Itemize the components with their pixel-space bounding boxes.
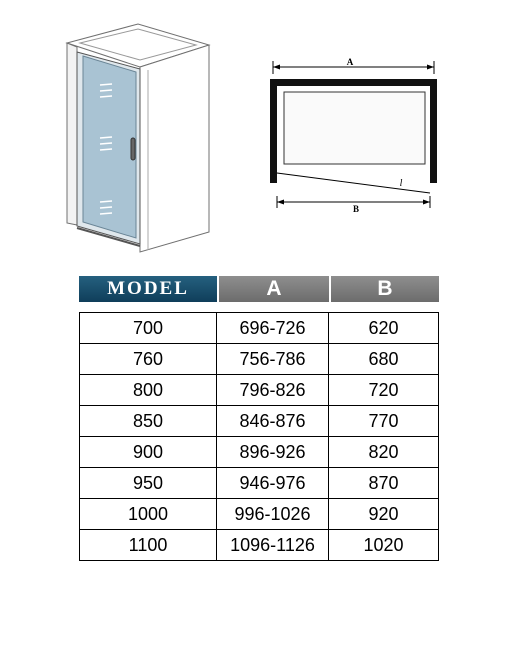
- cell-b: 720: [329, 375, 439, 406]
- plan-glass-inner: [284, 92, 425, 164]
- table-row: [79, 437, 439, 468]
- header-model: MODEL: [79, 276, 217, 302]
- dim-a-arrow-left: [273, 65, 280, 70]
- table-row: [79, 530, 439, 561]
- header-a: A: [217, 276, 329, 302]
- cell-b: 920: [329, 499, 439, 530]
- dim-b-arrow-right: [423, 200, 430, 205]
- enclosure-right-wall: [140, 45, 209, 252]
- cell-a: 1096-1126: [217, 530, 329, 561]
- cell-a: 796-826: [217, 375, 329, 406]
- table-row: [79, 344, 439, 375]
- enclosure-left-wall: [67, 43, 77, 225]
- dim-l-label: l: [399, 178, 403, 189]
- table-row: [79, 312, 439, 344]
- door-glass-panel: [83, 56, 136, 238]
- table-row: [79, 406, 439, 437]
- cell-a: 996-1026: [217, 499, 329, 530]
- cell-model: 760: [79, 344, 217, 375]
- table-header-row: [79, 276, 439, 302]
- cell-a: 846-876: [217, 406, 329, 437]
- cell-model: 1100: [79, 530, 217, 561]
- cell-b: 680: [329, 344, 439, 375]
- dim-b-arrow-left: [277, 200, 284, 205]
- cell-a: 896-926: [217, 437, 329, 468]
- cell-model: 950: [79, 468, 217, 499]
- dim-a-arrow-right: [427, 65, 434, 70]
- cell-a: 696-726: [217, 312, 329, 344]
- plan-view-diagram: [270, 57, 437, 214]
- door-handle: [131, 138, 135, 160]
- cell-model: 900: [79, 437, 217, 468]
- cell-b: 770: [329, 406, 439, 437]
- cell-model: 850: [79, 406, 217, 437]
- table-row: [79, 468, 439, 499]
- cell-a: 756-786: [217, 344, 329, 375]
- table-row: [79, 499, 439, 530]
- shower-enclosure-illustration: [67, 24, 209, 252]
- drawing-canvas: [0, 0, 513, 270]
- cell-model: 1000: [79, 499, 217, 530]
- door-swing-line: [277, 173, 430, 193]
- table-row: [79, 375, 439, 406]
- header-b: B: [329, 276, 439, 302]
- size-spec-table: [79, 276, 439, 561]
- dim-b-label: B: [352, 204, 360, 214]
- cell-model: 800: [79, 375, 217, 406]
- dim-a-label: A: [346, 57, 354, 67]
- cell-a: 946-976: [217, 468, 329, 499]
- cell-b: 620: [329, 312, 439, 344]
- cell-model: 700: [79, 312, 217, 344]
- cell-b: 820: [329, 437, 439, 468]
- cell-b: 1020: [329, 530, 439, 561]
- cell-b: 870: [329, 468, 439, 499]
